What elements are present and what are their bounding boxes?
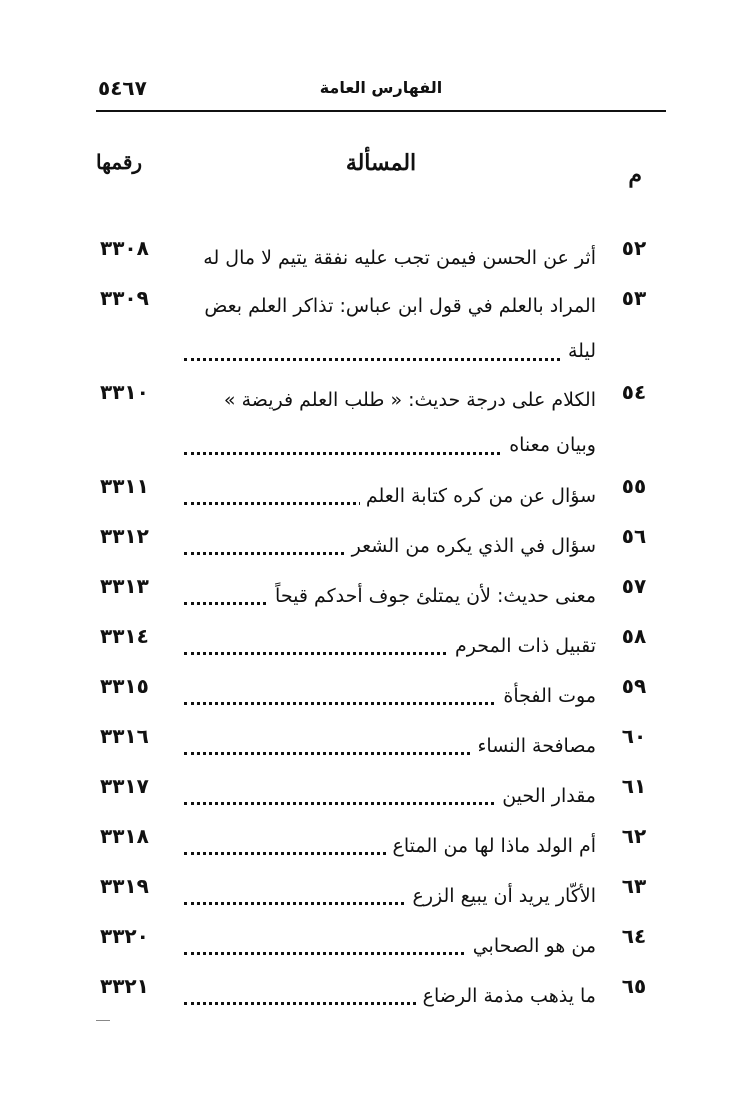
entry-number: ٦١ bbox=[621, 774, 647, 798]
column-headers bbox=[96, 150, 666, 190]
entry-number: ٥٩ bbox=[621, 674, 647, 698]
entry-reference: ٣٣١٤ bbox=[100, 624, 149, 648]
entry-reference: ٣٣١١ bbox=[100, 474, 149, 498]
footer-rule bbox=[96, 1020, 110, 1021]
index-entry bbox=[96, 868, 666, 918]
index-entry bbox=[96, 374, 666, 468]
entry-text: موت الفجأة bbox=[497, 685, 596, 707]
entry-text: من هو الصحابي bbox=[467, 935, 596, 957]
entry-text: أم الولد ماذا لها من المتاع bbox=[387, 835, 596, 857]
entry-reference: ٣٣١٨ bbox=[100, 824, 149, 848]
entry-number: ٥٣ bbox=[621, 286, 647, 310]
index-entry bbox=[96, 718, 666, 768]
entry-text: مقدار الحين bbox=[496, 785, 596, 807]
entry-number: ٥٨ bbox=[621, 624, 647, 648]
entry-text: سؤال في الذي يكره من الشعر bbox=[346, 535, 596, 557]
entry-number: ٥٢ bbox=[621, 236, 647, 260]
column-header-number: م bbox=[628, 162, 642, 188]
index-entry bbox=[96, 518, 666, 568]
entry-text: ما يذهب مذمة الرضاع bbox=[417, 985, 596, 1007]
index-entry bbox=[96, 668, 666, 718]
index-entry bbox=[96, 768, 666, 818]
entry-reference: ٣٣١٩ bbox=[100, 874, 149, 898]
entry-number: ٥٧ bbox=[621, 574, 647, 598]
page-number: ٥٤٦٧ bbox=[98, 76, 147, 100]
index-entry bbox=[96, 230, 666, 280]
entry-number: ٥٤ bbox=[621, 380, 647, 404]
index-entry bbox=[96, 818, 666, 868]
entry-reference: ٣٣٠٩ bbox=[100, 286, 149, 310]
entry-reference: ٣٣١٢ bbox=[100, 524, 149, 548]
entry-text: الأكّار يريد أن يبيع الزرع bbox=[407, 885, 596, 907]
entry-number: ٦٥ bbox=[621, 974, 647, 998]
entry-text: سؤال عن من كره كتابة العلم bbox=[360, 485, 596, 507]
entry-number: ٥٥ bbox=[621, 474, 647, 498]
page-header bbox=[96, 74, 666, 112]
entry-number: ٦٤ bbox=[621, 924, 647, 948]
index-entry bbox=[96, 968, 666, 1018]
entry-number: ٦٢ bbox=[621, 824, 647, 848]
entry-text: المراد بالعلم في قول ابن عباس: تذاكر العلم بعض ليلة bbox=[204, 295, 596, 362]
entry-reference: ٣٣٠٨ bbox=[100, 236, 149, 260]
entry-number: ٦٠ bbox=[621, 724, 647, 748]
entry-text: الكلام على درجة حديث: « طلب العلم فريضة » وبيان معناه bbox=[223, 389, 596, 456]
column-header-issue: المسألة bbox=[345, 150, 417, 176]
index-entry bbox=[96, 618, 666, 668]
entry-text: معنى حديث: لأن يمتلئ جوف أحدكم قيحاً bbox=[269, 585, 596, 607]
entry-reference: ٣٣٢٠ bbox=[100, 924, 149, 948]
entry-reference: ٣٣١٧ bbox=[100, 774, 149, 798]
entry-reference: ٣٣١٠ bbox=[100, 380, 149, 404]
entry-number: ٦٣ bbox=[621, 874, 647, 898]
entry-reference: ٣٣١٥ bbox=[100, 674, 149, 698]
index-entries bbox=[96, 230, 666, 1018]
index-entry bbox=[96, 918, 666, 968]
entry-text: مصافحة النساء bbox=[472, 735, 597, 757]
running-title: الفهارس العامة bbox=[319, 78, 443, 97]
entry-reference: ٣٣١٣ bbox=[100, 574, 149, 598]
entry-text: تقبيل ذات المحرم bbox=[449, 635, 596, 657]
entry-text: أثر عن الحسن فيمن تجب عليه نفقة يتيم لا مال له bbox=[197, 247, 596, 269]
entry-reference: ٣٣١٦ bbox=[100, 724, 149, 748]
index-entry bbox=[96, 568, 666, 618]
index-entry bbox=[96, 280, 666, 374]
entry-number: ٥٦ bbox=[621, 524, 647, 548]
entry-reference: ٣٣٢١ bbox=[100, 974, 149, 998]
column-header-reference: رقمها bbox=[96, 150, 143, 174]
index-entry bbox=[96, 468, 666, 518]
